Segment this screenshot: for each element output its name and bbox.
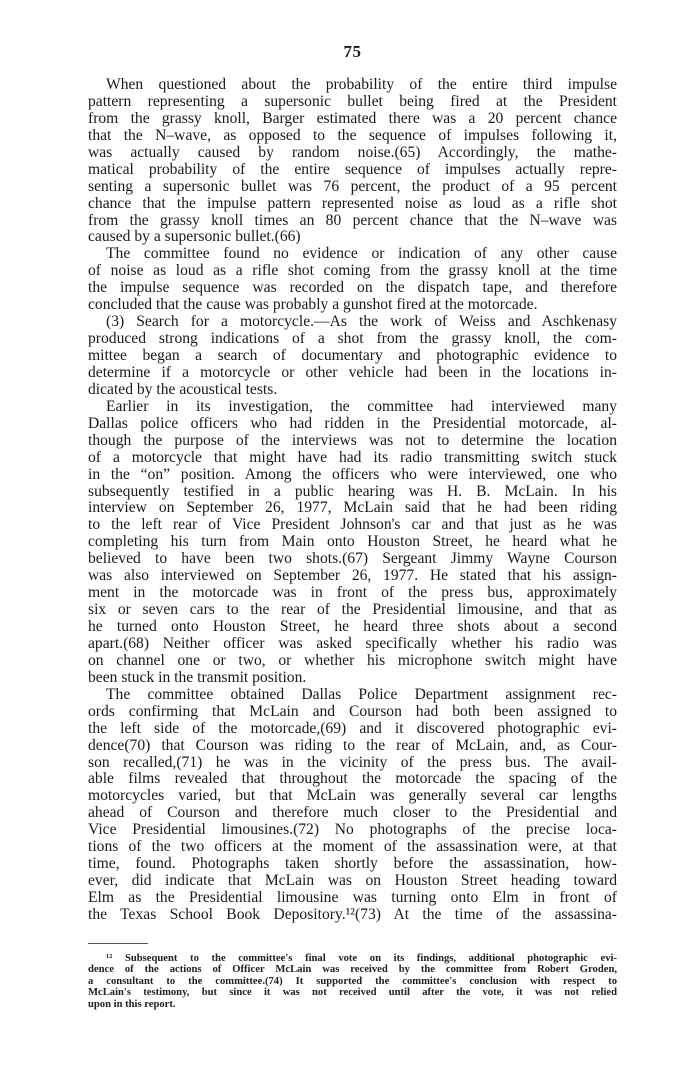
- footnote-line: ¹² Subsequent to the committee's final vote on its findings, additional photographic evi-: [106, 953, 617, 964]
- footnote-line: dence of the actions of Officer McLain was received by the committee from Robert Groden,: [88, 964, 617, 976]
- body-text-line: tions of the two officers at the moment of the assassination were, at that: [88, 838, 617, 856]
- body-text-line: the Texas School Book Depository.¹²(73) At the time of the assassina-: [88, 905, 617, 923]
- page-number: 75: [343, 42, 362, 61]
- body-text-line: the impulse sequence was recorded on the dispatch tape, and therefore: [88, 279, 617, 297]
- body-text-line: Vice Presidential limousines.(72) No photographs of the precise loca-: [88, 821, 617, 839]
- body-text-line: on channel one or two, or whether his microphone switch might have: [88, 651, 617, 669]
- footnote-line: McLain's testimony, but since it was not received until after the vote, it was not relied: [88, 987, 617, 999]
- body-text-line: to the left rear of Vice President Johnson's car and that just as he was: [88, 516, 617, 534]
- body-text-line: been stuck in the transmit position.: [88, 668, 307, 686]
- body-text-line: dicated by the acoustical tests.: [88, 380, 278, 398]
- body-text-line: concluded that the cause was probably a gunshot fired at the motorcade.: [88, 296, 538, 314]
- body-text-line: believed to have been two shots.(67) Sergeant Jimmy Wayne Courson: [88, 550, 617, 568]
- body-text-line: of noise as loud as a rifle shot coming from the grassy knoll at the time: [88, 262, 617, 280]
- body-text-line: Earlier in its investigation, the committee had interviewed many: [106, 397, 617, 415]
- footnote-divider: [88, 943, 148, 944]
- body-text-line: ment in the motorcade was in front of the press bus, approximately: [88, 584, 617, 602]
- body-text-line: that the N–wave, as opposed to the sequence of impulses following it,: [88, 126, 617, 144]
- footnote-line: a consultant to the committee.(74) It supported the committee's conclusion with respect to: [88, 975, 617, 987]
- body-text-line: apart.(68) Neither officer was asked specifically whether his radio was: [88, 634, 617, 652]
- body-text-line: The committee found no evidence or indication of any other cause: [106, 245, 617, 263]
- body-text-line: the left side of the motorcade,(69) and it discovered photographic evi-: [88, 719, 617, 737]
- body-text-line: ever, did indicate that McLain was on Houston Street heading toward: [88, 872, 617, 890]
- body-text-line: ords confirming that McLain and Courson had both been assigned to: [88, 702, 617, 720]
- body-text-line: he turned onto Houston Street, he heard three shots about a second: [88, 618, 617, 635]
- body-text-line: produced strong indications of a shot from the grassy knoll, the com-: [88, 330, 617, 348]
- footnotes: [88, 953, 617, 1010]
- body-text-line: motorcycles varied, but that McLain was generally several car lengths: [88, 787, 617, 805]
- body-text-line: matical probability of the entire sequence of impulses actually repre-: [88, 160, 617, 178]
- body-text-line: six or seven cars to the rear of the Presidential limousine, and that as: [88, 601, 617, 619]
- body-text-line: Dallas police officers who had ridden in the Presidential motorcade, al-: [88, 414, 617, 432]
- body-text-line: subsequently testified in a public hearing was H. B. McLain. In his: [88, 482, 617, 500]
- body-text-line: of a motorcycle that might have had its radio transmitting switch stuck: [88, 448, 617, 466]
- body-text-line: interview on September 26, 1977, McLain said that he had been riding: [88, 499, 617, 517]
- body-text-line: pattern representing a supersonic bullet being fired at the President: [88, 92, 617, 110]
- body-text-line: time, found. Photographs taken shortly before the assassination, how-: [88, 855, 617, 873]
- body-text-line: completing his turn from Main onto Houston Street, he heard what he: [88, 533, 617, 551]
- body-text-line: able films revealed that throughout the motorcade the spacing of the: [88, 770, 617, 788]
- body-text-line: (3) Search for a motorcycle.—As the work of Weiss and Aschkenasy: [106, 313, 617, 331]
- body-text-line: was actually caused by random noise.(65) Accordingly, the mathe-: [88, 143, 617, 161]
- body-text-line: from the grassy knoll, Barger estimated there was a 20 percent chance: [88, 109, 617, 127]
- body-text-line: son recalled,(71) he was in the vicinity of the press bus. The avail-: [88, 753, 617, 771]
- body-text-line: in the “on” position. Among the officers who were interviewed, one who: [88, 465, 617, 483]
- body-text-line: caused by a supersonic bullet.(66): [88, 228, 301, 246]
- body-text-line: was also interviewed on September 26, 1977. He stated that his assign-: [88, 567, 617, 585]
- body-text-line: though the purpose of the interviews was not to determine the location: [88, 431, 617, 449]
- body-text-line: chance that the impulse pattern represented noise as loud as a rifle shot: [88, 194, 617, 212]
- body-text-line: from the grassy knoll times an 80 percent chance that the N–wave was: [88, 211, 617, 229]
- body-text-line: senting a supersonic bullet was 76 percent, the product of a 95 percent: [88, 177, 617, 195]
- body-text-line: Elm as the Presidential limousine was turning onto Elm in front of: [88, 889, 617, 906]
- body-text-line: dence(70) that Courson was riding to the rear of McLain, and, as Cour-: [88, 736, 617, 754]
- body-text-line: The committee obtained Dallas Police Department assignment rec-: [106, 685, 617, 703]
- body-text-line: ahead of Courson and therefore much closer to the Presidential and: [88, 804, 617, 822]
- body-text-line: mittee began a search of documentary and photographic evidence to: [88, 347, 617, 364]
- body-text-line: determine if a motorcycle or other vehicle had been in the locations in-: [88, 363, 617, 381]
- body-text: [88, 77, 617, 924]
- footnote-line: upon in this report.: [88, 998, 176, 1010]
- body-text-line: When questioned about the probability of the entire third impulse: [106, 76, 617, 93]
